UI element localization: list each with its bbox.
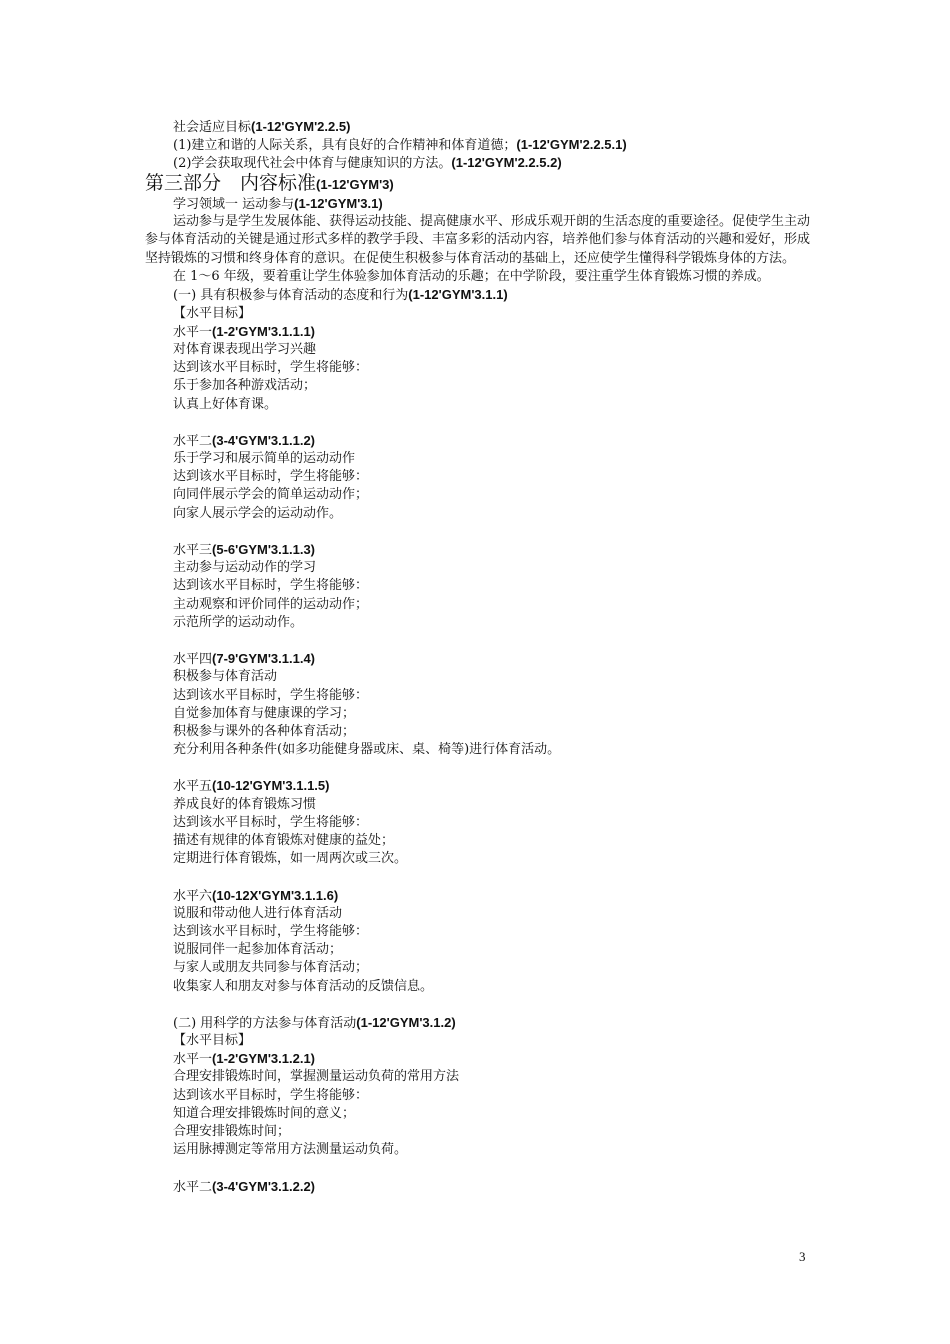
list-item: 认真上好体育课。 [173,396,278,412]
spacer [145,996,810,1014]
list-item: 乐于参加各种游戏活动； [173,378,317,394]
part-code: (1-12'GYM'3) [316,176,394,192]
list-item: 合理安排锻炼时间； [173,1124,291,1139]
list-item: 说服同伴一起参加体育活动； [173,942,343,958]
achieve-phrase: 达到该水平目标时，学生将能够： [173,469,369,485]
section-one-heading [145,286,810,304]
level-code: (10-12'GYM'3.1.1.5) [212,778,330,794]
achieve-phrase: 达到该水平目标时，学生将能够： [173,1087,369,1103]
level-goal: 对体育课表现出学习兴趣 [173,341,317,357]
list-item: 示范所学的运动动作。 [173,614,304,630]
level-goal: 乐于学习和展示简单的运动动作 [173,451,356,467]
level-heading [145,650,810,668]
level-heading [145,432,810,450]
level-goal: 合理安排锻炼时间，掌握测量运动负荷的常用方法 [173,1069,460,1085]
section-code: (1-12'GYM'3.1.1) [408,287,508,303]
achieve-phrase: 达到该水平目标时，学生将能够： [173,578,369,594]
list-item: 知道合理安排锻炼时间的意义； [173,1105,356,1121]
level-label: 水平一 [173,1052,213,1068]
spacer [145,523,810,541]
level-code: (5-6'GYM'3.1.1.3) [212,542,316,557]
level-code: (3-4'GYM'3.1.1.2) [212,432,316,448]
level-code: (7-9'GYM'3.1.1.4) [212,651,316,667]
list-item: 收集家人和朋友对参与体育活动的反馈信息。 [173,978,434,994]
list-item: 充分利用各种条件(如多功能健身器或床、桌、椅等)进行体育活动。 [173,742,561,758]
level-heading [145,777,810,795]
social-adaptation-heading [145,118,810,136]
level-label: 水平二 [173,1179,213,1195]
heading-code: (1-12'GYM'2.2.5) [251,119,351,134]
part-title: 第三部分 内容标准 [145,171,317,194]
domain-one-heading [145,195,810,213]
list-item: 自觉参加体育与健康课的学习； [173,705,356,721]
section-code: (1-12'GYM'3.1.2) [356,1014,456,1030]
item-code: (1-12'GYM'2.2.5.2) [451,155,562,171]
list-item: 主动观察和评价同伴的运动动作； [173,596,369,612]
achieve-phrase: 达到该水平目标时，学生将能够： [173,923,369,939]
level-goal: 说服和带动他人进行体育活动 [173,905,343,921]
achieve-phrase: 达到该水平目标时，学生将能够： [173,814,369,830]
spacer [145,632,810,650]
level-label: 水平三 [173,543,213,558]
list-item: 描述有规律的体育锻炼对健康的益处； [173,833,395,848]
social-item-2 [145,154,810,172]
spacer [145,1159,810,1177]
list-item: 向同伴展示学会的简单运动动作； [173,487,369,503]
intro-paragraph: 运动参与是学生发展体能、获得运动技能、提高健康水平、形成乐观开朗的生活态度的重要途径。促使学生主动参与体育活动的关键是通过形式多样的教学手段、丰富多彩的活动内容，培养他们参与体育活动的兴趣和爱好，形成坚持锻炼的习惯和终身体育的意识。在促使生积极参与体育活动的基础上，还应使学生懂得科学锻炼身体的方法。 [145,213,811,266]
level-goal: 积极参与体育活动 [173,669,278,685]
level-goal: 养成良好的体育锻炼习惯 [173,796,317,812]
page-number: 3 [799,1249,806,1264]
spacer [145,868,810,886]
heading-text: 社会适应目标 [173,120,252,135]
spacer [145,759,810,777]
list-item: 与家人或朋友共同参与体育活动； [173,960,369,976]
level-heading [145,541,810,559]
section-title: (一) 具有积极参与体育活动的态度和行为 [173,288,409,304]
achieve-phrase: 达到该水平目标时，学生将能够： [173,360,369,376]
list-item: 积极参与课外的各种体育活动； [173,723,356,739]
section-two-heading [145,1014,810,1032]
list-item: 运用脉搏测定等常用方法测量运动负荷。 [173,1142,408,1158]
level-goal: 主动参与运动动作的学习 [173,560,317,576]
grade-paragraph: 在 1～6 年级，要着重让学生体验参加体育活动的乐趣；在中学阶段，要注重学生体育锻炼习惯的养成。 [173,268,770,284]
level-code: (1-2'GYM'3.1.1.1) [212,323,316,339]
social-item-1 [145,136,810,154]
level-label: 水平四 [173,652,213,668]
item-text: (1)建立和谐的人际关系，具有良好的合作精神和体育道德； [173,138,517,154]
item-text: (2)学会获取现代社会中体育与健康知识的方法。 [173,156,452,172]
level-goal-label: 【水平目标】 [173,305,252,321]
level-code: (3-4'GYM'3.1.2.2) [212,1178,316,1194]
list-item: 定期进行体育锻炼，如一周两次或三次。 [173,851,408,867]
level-heading [145,887,810,905]
spacer [145,414,810,432]
level-label: 水平一 [173,324,213,340]
part-three-heading [145,173,810,195]
domain-code: (1-12'GYM'3.1) [294,195,383,211]
level-heading [145,1050,810,1068]
item-code: (1-12'GYM'2.2.5.1) [516,137,627,153]
level-code: (10-12X'GYM'3.1.1.6) [212,887,339,903]
level-label: 水平二 [173,433,213,449]
level-heading [145,1178,810,1196]
level-label: 水平六 [173,888,213,904]
page-content [145,118,810,1196]
domain-title: 学习领域一 运动参与 [173,196,295,212]
level-label: 水平五 [173,779,213,795]
section-title: (二) 用科学的方法参与体育活动 [173,1015,357,1031]
achieve-phrase: 达到该水平目标时，学生将能够： [173,687,369,703]
level-goal-label: 【水平目标】 [173,1033,252,1049]
list-item: 向家人展示学会的运动动作。 [173,505,343,521]
level-code: (1-2'GYM'3.1.2.1) [212,1051,316,1067]
level-heading [145,323,810,341]
